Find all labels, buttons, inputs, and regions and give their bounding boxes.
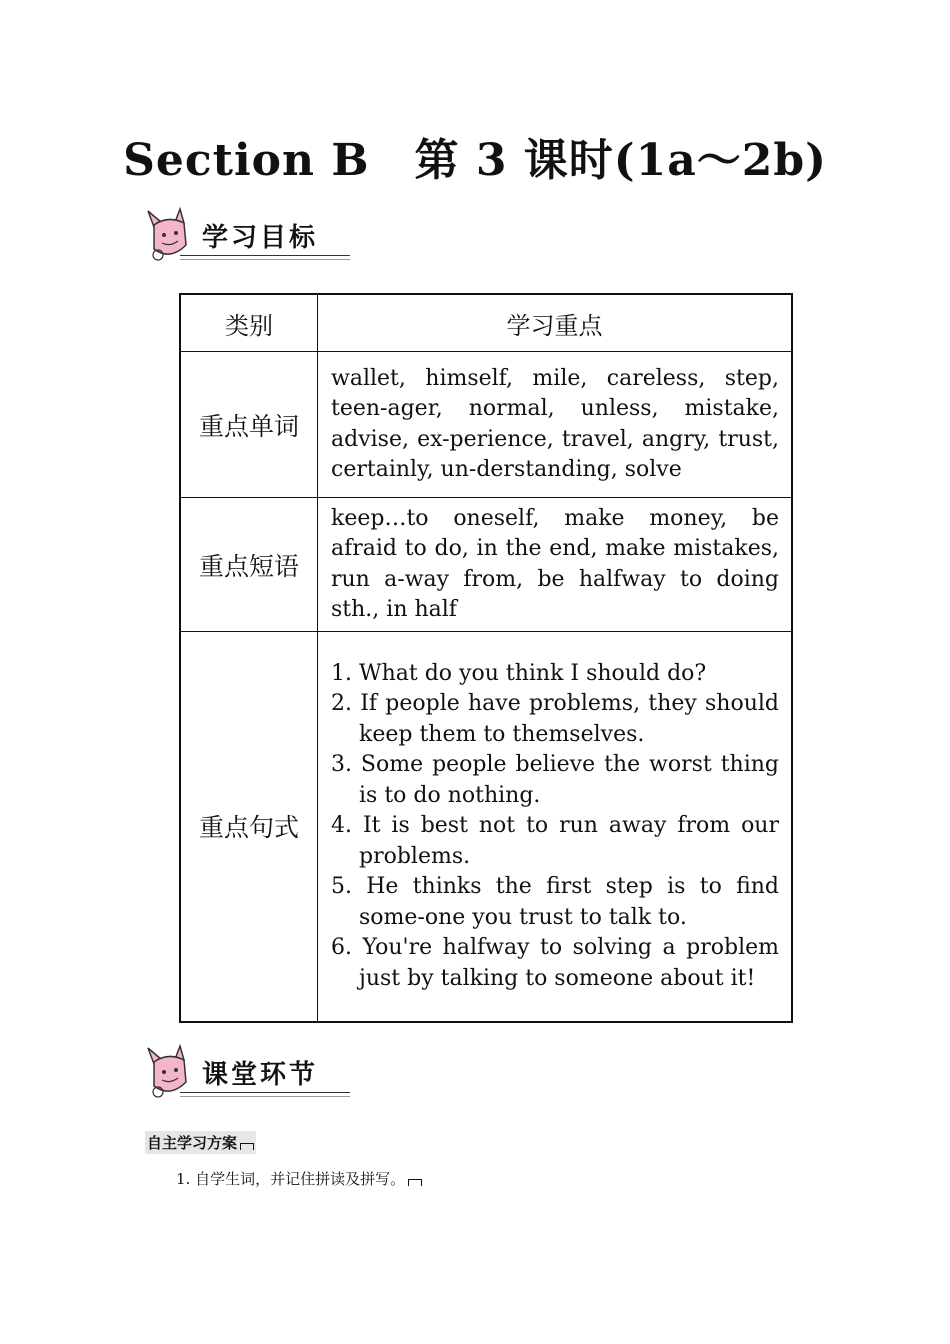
list-item: 3. Some people believe the worst thing is to do nothing. — [331, 752, 779, 808]
list-item: 2. If people have problems, they should keep them to themselves. — [331, 691, 779, 747]
section-heading-goals — [140, 205, 355, 265]
fox-mascot-icon — [140, 1042, 200, 1102]
study-step: 1. 自学生词，并记住拼读及拼写。 — [176, 1168, 422, 1189]
table-header-row — [180, 294, 792, 352]
header-focus: 学习重点 — [318, 294, 793, 352]
header-category: 类别 — [180, 294, 318, 352]
learning-goals-table — [179, 293, 793, 1023]
fox-mascot-icon — [140, 205, 200, 265]
row-category: 重点单词 — [180, 352, 318, 498]
bracket-mark-icon — [240, 1143, 254, 1150]
key-phrases: keep…to oneself, make money, be afraid to do, in the end, make mistakes, run a-way from, be halfway to doing sth., in half — [318, 498, 793, 632]
key-sentences — [318, 632, 793, 1022]
list-item: 1. What do you think I should do? — [331, 660, 707, 686]
page-title: Section B 第 3 课时(1a～2b) — [123, 135, 827, 186]
list-item: 5. He thinks the first step is to find some-one you trust to talk to. — [331, 874, 779, 930]
table-row — [180, 498, 792, 632]
table-row — [180, 352, 792, 498]
list-item: 6. You're halfway to solving a problem just by talking to someone about it! — [331, 935, 779, 991]
list-item: 4. It is best not to run away from our problems. — [331, 813, 779, 869]
key-words: wallet, himself, mile, careless, step, teen-ager, normal, unless, mistake, advise, ex-perience, travel, angry, trust, certainly, un-derstanding, solve — [318, 352, 793, 498]
section-label-goals: 学习目标 — [202, 223, 319, 253]
table-row — [180, 632, 792, 1022]
row-category: 重点短语 — [180, 498, 318, 632]
sentence-list — [331, 659, 779, 995]
section-heading-classroom — [140, 1042, 355, 1102]
self-study-heading: 自主学习方案 — [145, 1131, 256, 1154]
bracket-mark-icon — [408, 1179, 422, 1186]
row-category: 重点句式 — [180, 632, 318, 1022]
section-label-classroom: 课堂环节 — [202, 1060, 319, 1090]
